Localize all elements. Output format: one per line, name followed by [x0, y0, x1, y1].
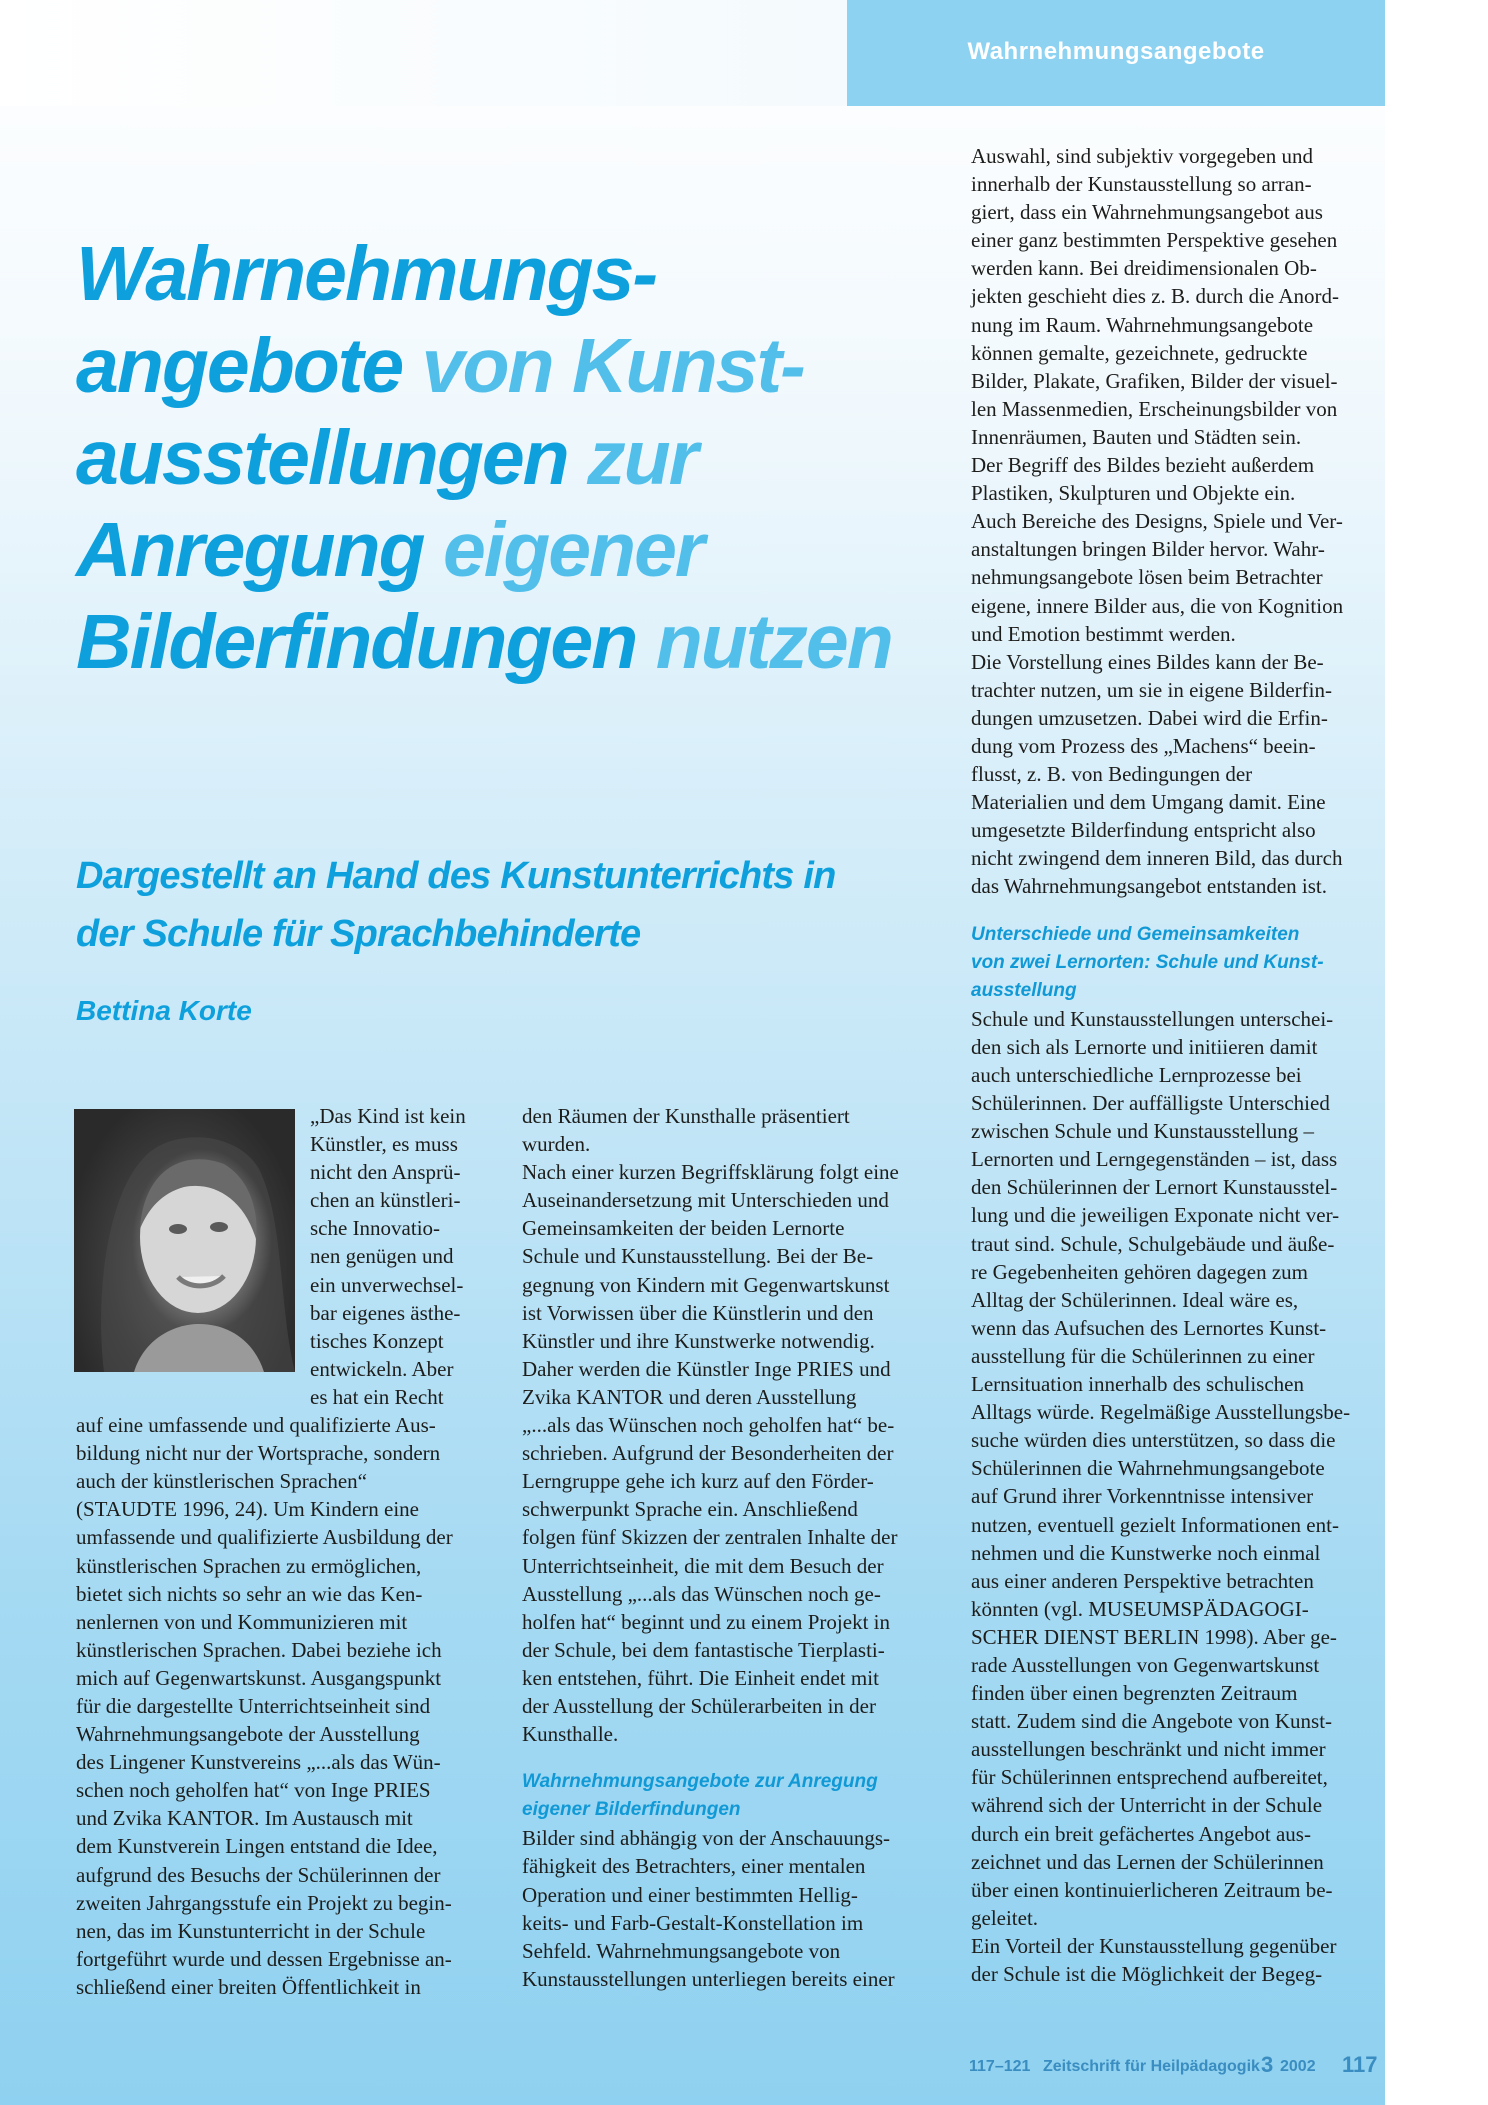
body-text-line: flusst, z. B. von Bedingungen der	[971, 762, 1253, 787]
body-text-line: das Wahrnehmungsangebot entstanden ist.	[971, 874, 1328, 899]
body-text-line: Lerngruppe gehe ich kurz auf den Förder-	[522, 1469, 874, 1494]
article-subtitle	[76, 847, 936, 963]
body-text-line: nicht zwingend dem inneren Bild, das durch	[971, 846, 1343, 871]
body-text-line: den Räumen der Kunsthalle präsentiert	[522, 1104, 850, 1128]
paragraph-gap	[522, 1748, 932, 1768]
body-text-line: werden kann. Bei dreidimensionalen Ob-	[971, 256, 1317, 281]
body-text-line: den Schülerinnen der Lernort Kunstausstel-	[971, 1175, 1338, 1200]
title-segment-light: eigener	[423, 507, 703, 593]
body-text-line: (STAUDTE 1996, 24). Um Kindern eine	[76, 1497, 420, 1522]
section-heading-line: ausstellung	[971, 979, 1077, 1001]
body-text-line: nenlernen von und Kommunizieren mit	[76, 1609, 408, 1634]
body-text-line: auch unterschiedliche Lernprozesse bei	[971, 1063, 1302, 1087]
body-text-line: während sich der Unterricht in der Schule	[971, 1793, 1323, 1818]
page-number: 117	[1342, 2052, 1378, 2077]
body-text-line: SCHER DIENST BERLIN 1998). Aber ge-	[971, 1624, 1337, 1649]
body-text-line: Künstler, es muss	[310, 1132, 458, 1157]
paragraph-gap	[971, 901, 1381, 921]
body-text-line: nen genügen und	[310, 1244, 454, 1269]
body-text-line: den sich als Lernorte und initiieren damit	[971, 1034, 1318, 1059]
body-text-line: entwickeln. Aber	[310, 1356, 454, 1381]
body-text-line: nehmen und die Kunstwerke noch einmal	[971, 1540, 1321, 1565]
text-column-1	[76, 1102, 486, 2001]
body-text-line: trachter nutzen, um sie in eigene Bilderfin-	[971, 677, 1332, 702]
body-text-line: Ein Vorteil der Kunstausstellung gegenüber	[971, 1933, 1337, 1958]
body-text-line: ken entstehen, führt. Die Einheit endet mit	[522, 1665, 879, 1690]
body-text-line: Nach einer kurzen Begriffsklärung folgt eine	[522, 1160, 899, 1185]
title-line	[76, 504, 946, 596]
body-text-line: schrieben. Aufgrund der Besonderheiten der	[522, 1441, 894, 1466]
body-text-line: künstlerischen Sprachen. Dabei beziehe ich	[76, 1637, 442, 1662]
title-segment: ausstellungen	[76, 415, 568, 501]
body-text-line: wenn das Aufsuchen des Lernortes Kunst-	[971, 1315, 1327, 1340]
body-text-line: durch ein breit gefächertes Angebot aus-	[971, 1821, 1311, 1846]
body-text-line: nen, das im Kunstunterricht in der Schule	[76, 1918, 426, 1943]
body-text-line: anstaltungen bringen Bilder hervor. Wahr-	[971, 537, 1325, 562]
body-text-line: mich auf Gegenwartskunst. Ausgangspunkt	[76, 1665, 442, 1690]
body-text-line: bar eigenes ästhe-	[310, 1300, 461, 1325]
body-text-line: Daher werden die Künstler Inge PRIES und	[522, 1356, 891, 1381]
body-text-line: umgesetzte Bilderfindung entspricht also	[971, 818, 1316, 843]
body-text-line: Alltag der Schülerinnen. Ideal wäre es,	[971, 1287, 1299, 1312]
body-text-line: zwischen Schule und Kunstausstellung –	[971, 1119, 1314, 1144]
body-text-line: künstlerischen Sprachen zu ermöglichen,	[76, 1553, 422, 1578]
body-text-line: auf Grund ihrer Vorkenntnisse intensiver	[971, 1484, 1314, 1509]
body-text-line: Schülerinnen. Der auffälligste Unterschied	[971, 1091, 1330, 1116]
subtitle-line: der Schule für Sprachbehinderte	[76, 913, 641, 955]
body-text-line: eigene, innere Bilder aus, die von Kognition	[971, 593, 1344, 618]
body-text-line: Sehfeld. Wahrnehmungsangebote von	[522, 1938, 841, 1963]
body-text-line: nehmungsangebote lösen beim Betrachter	[971, 565, 1323, 590]
body-text-line: Alltags würde. Regelmäßige Ausstellungsbe-	[971, 1400, 1351, 1425]
body-text-line: „...als das Wünschen noch geholfen hat“ be-	[522, 1413, 895, 1438]
body-text-line: der Ausstellung der Schülerarbeiten in der	[522, 1693, 876, 1718]
title-segment: Anregung	[76, 507, 424, 593]
body-text-line: Lernorten und Lerngegenständen – ist, dass	[971, 1147, 1338, 1172]
body-text-line: ist Vorwissen über die Künstlerin und den	[522, 1300, 874, 1325]
body-text-line: aus einer anderen Perspektive betrachten	[971, 1568, 1314, 1593]
body-text-line: Schülerinnen die Wahrnehmungsangebote	[971, 1456, 1325, 1481]
subtitle-line: Dargestellt an Hand des Kunstunterrichts in	[76, 855, 836, 897]
body-text-line: wurden.	[522, 1132, 591, 1157]
body-text-line: chen an künstleri-	[310, 1188, 461, 1213]
footer-journal-name: Zeitschrift für Heilpädagogik	[1043, 2058, 1260, 2075]
body-text-line: Auch Bereiche des Designs, Spiele und Ver-	[971, 509, 1343, 534]
body-text-line: len Massenmedien, Erscheinungsbilder von	[971, 396, 1338, 421]
running-head	[847, 0, 1385, 106]
body-text-line: zweiten Jahrgangsstufe ein Projekt zu begin-	[76, 1890, 452, 1915]
body-text-line: nicht den Ansprü-	[310, 1160, 461, 1185]
text-column-3	[971, 142, 1381, 1988]
body-text-line: rade Ausstellungen von Gegenwartskunst	[971, 1652, 1320, 1677]
body-text-line: umfassende und qualifizierte Ausbildung der	[76, 1525, 453, 1550]
body-text-line: es hat ein Recht	[310, 1384, 444, 1409]
body-text-line: für die dargestellte Unterrichtseinheit sind	[76, 1693, 431, 1718]
body-text-line: ein unverwechsel-	[310, 1272, 464, 1297]
body-text-line: suche würden dies unterstützen, so dass die	[971, 1428, 1336, 1453]
body-text-line: Die Vorstellung eines Bildes kann der Be-	[971, 649, 1324, 674]
body-text-line: Der Begriff des Bildes bezieht außerdem	[971, 453, 1315, 478]
body-text-line: geleitet.	[971, 1905, 1039, 1930]
title-segment: Bilderfindungen	[76, 599, 637, 685]
body-text-line: der Schule ist die Möglichkeit der Begeg-	[971, 1962, 1323, 1986]
body-text-line: Schule und Kunstausstellung. Bei der Be-	[522, 1244, 874, 1269]
body-text-line: keits- und Farb-Gestalt-Konstellation im	[522, 1910, 864, 1935]
body-text-line: „Das Kind ist kein	[310, 1104, 466, 1128]
body-text-line: schen noch geholfen hat“ von Inge PRIES	[76, 1778, 431, 1803]
body-text-line: traut sind. Schule, Schulgebäude und äuße-	[971, 1231, 1335, 1256]
text-column-2	[522, 1102, 932, 1993]
body-text-line: nutzen, eventuell gezielt Informationen ent-	[971, 1512, 1339, 1537]
body-text-line: innerhalb der Kunstausstellung so arran-	[971, 172, 1312, 197]
body-text-line: Schule und Kunstausstellungen unterschei-	[971, 1006, 1334, 1031]
body-text-line: und Zvika KANTOR. Im Austausch mit	[76, 1806, 413, 1831]
title-line	[76, 596, 946, 688]
body-text-line: Plastiken, Skulpturen und Objekte ein.	[971, 481, 1296, 506]
body-text-line: Kunstausstellungen unterliegen bereits einer	[522, 1966, 895, 1991]
body-text-line: bietet sich nichts so sehr an wie das Ken-	[76, 1581, 423, 1606]
body-text-line: können gemalte, gezeichnete, gedruckte	[971, 340, 1308, 365]
body-text-line: über einen kontinuierlicheren Zeitraum be-	[971, 1877, 1333, 1902]
article-title	[76, 228, 946, 688]
body-text-line: einer ganz bestimmten Perspektive gesehen	[971, 228, 1338, 253]
body-text-line: Bilder sind abhängig von der Anschauungs-	[522, 1826, 891, 1851]
body-text-line: Auswahl, sind subjektiv vorgegeben und	[971, 144, 1313, 168]
body-text-line: Gemeinsamkeiten der beiden Lernorte	[522, 1216, 845, 1241]
body-text-line: ausstellungen beschränkt und nicht immer	[971, 1737, 1326, 1762]
footer-page-range: 117–121	[969, 2058, 1031, 2075]
body-text-line: sche Innovatio-	[310, 1216, 441, 1241]
footer-year: 2002	[1280, 2058, 1316, 2075]
body-text-line: schließend einer breiten Öffentlichkeit in	[76, 1974, 421, 1999]
title-line	[76, 320, 946, 412]
body-text-line: Wahrnehmungsangebote der Ausstellung	[76, 1722, 420, 1747]
body-text-line: Materialien und dem Umgang damit. Eine	[971, 790, 1326, 815]
title-segment: angebote	[76, 323, 403, 409]
body-text-line: Auseinandersetzung mit Unterschieden und	[522, 1188, 889, 1213]
body-text-line: giert, dass ein Wahrnehmungsangebot aus	[971, 200, 1323, 225]
body-text-line: Unterrichtseinheit, die mit dem Besuch der	[522, 1553, 884, 1578]
body-text-line: tisches Konzept	[310, 1328, 444, 1353]
body-text-line: für Schülerinnen entsprechend aufbereitet,	[971, 1765, 1328, 1790]
title-line	[76, 228, 946, 320]
body-text-line: lung und die jeweiligen Exponate nicht ver-	[971, 1203, 1340, 1228]
body-text-line: könnten (vgl. MUSEUMSPÄDAGOGI-	[971, 1596, 1309, 1621]
author-name: Bettina Korte	[76, 995, 252, 1026]
body-text-line: fortgeführt wurde und dessen Ergebnisse an-	[76, 1946, 452, 1971]
body-text-line: statt. Zudem sind die Angebote von Kunst-	[971, 1709, 1333, 1734]
body-text-line: aufgrund des Besuchs der Schülerinnen der	[76, 1862, 441, 1887]
body-text-line: jekten geschieht dies z. B. durch die Anord-	[971, 284, 1339, 309]
body-text-line: Operation und einer bestimmten Hellig-	[522, 1882, 858, 1907]
title-segment-light: zur	[567, 415, 697, 501]
body-text-line: folgen fünf Skizzen der zentralen Inhalte der	[522, 1525, 898, 1550]
body-text-line: bildung nicht nur der Wortsprache, sondern	[76, 1441, 441, 1466]
footer-issue: 3	[1261, 2052, 1274, 2077]
section-heading-line: von zwei Lernorten: Schule und Kunst-	[971, 951, 1324, 973]
body-text-line: Bilder, Plakate, Grafiken, Bilder der visuel-	[971, 368, 1338, 393]
section-heading-line: Wahrnehmungsangebote zur Anregung	[522, 1771, 878, 1793]
body-text-line: holfen hat“ beginnt und zu einem Projekt in	[522, 1609, 890, 1634]
body-text-line: auch der künstlerischen Sprachen“	[76, 1469, 367, 1494]
body-text-line: gegnung von Kindern mit Gegenwartskunst	[522, 1272, 890, 1297]
title-segment-light: von Kunst-	[402, 323, 804, 409]
body-text-line: Ausstellung „...als das Wünschen noch ge-	[522, 1581, 881, 1606]
body-text-line: der Schule, bei dem fantastische Tierplasti-	[522, 1637, 885, 1662]
running-head-title: Wahrnehmungsangebote	[967, 38, 1265, 65]
body-text-line: Innenräumen, Bauten und Städten sein.	[971, 424, 1302, 449]
body-text-line: re Gegebenheiten gehören dagegen zum	[971, 1259, 1309, 1284]
body-text-line: ausstellung für die Schülerinnen zu einer	[971, 1343, 1315, 1368]
body-text-line: finden über einen begrenzten Zeitraum	[971, 1681, 1298, 1706]
title-line	[76, 412, 946, 504]
body-text-line: Zvika KANTOR und deren Ausstellung	[522, 1384, 857, 1409]
body-text-line: und Emotion bestimmt werden.	[971, 621, 1236, 646]
body-text-line: Kunsthalle.	[522, 1722, 619, 1747]
body-text-line: Künstler und ihre Kunstwerke notwendig.	[522, 1328, 875, 1353]
body-text-line: dungen umzusetzen. Dabei wird die Erfin-	[971, 705, 1328, 730]
body-text-line: nung im Raum. Wahrnehmungsangebote	[971, 312, 1314, 337]
title-segment: Wahrnehmungs-	[76, 231, 657, 317]
section-heading-line: eigener Bilderfindungen	[522, 1799, 741, 1821]
body-text-line: schwerpunkt Sprache ein. Anschließend	[522, 1497, 858, 1522]
section-heading-line: Unterschiede und Gemeinsamkeiten	[971, 923, 1300, 945]
body-text-line: zeichnet und das Lernen der Schülerinnen	[971, 1849, 1324, 1874]
body-text-line: fähigkeit des Betrachters, einer mentalen	[522, 1854, 866, 1879]
body-text-line: des Lingener Kunstvereins „...als das Wün-	[76, 1750, 441, 1775]
body-text-line: Lernsituation innerhalb des schulischen	[971, 1372, 1304, 1397]
header-band	[0, 0, 847, 106]
body-text-line: dem Kunstverein Lingen entstand die Idee,	[76, 1834, 438, 1859]
body-text-line: auf eine umfassende und qualifizierte Aus-	[76, 1413, 436, 1438]
body-text-line: dung vom Prozess des „Machens“ beein-	[971, 733, 1316, 758]
title-segment-light: nutzen	[636, 599, 892, 685]
